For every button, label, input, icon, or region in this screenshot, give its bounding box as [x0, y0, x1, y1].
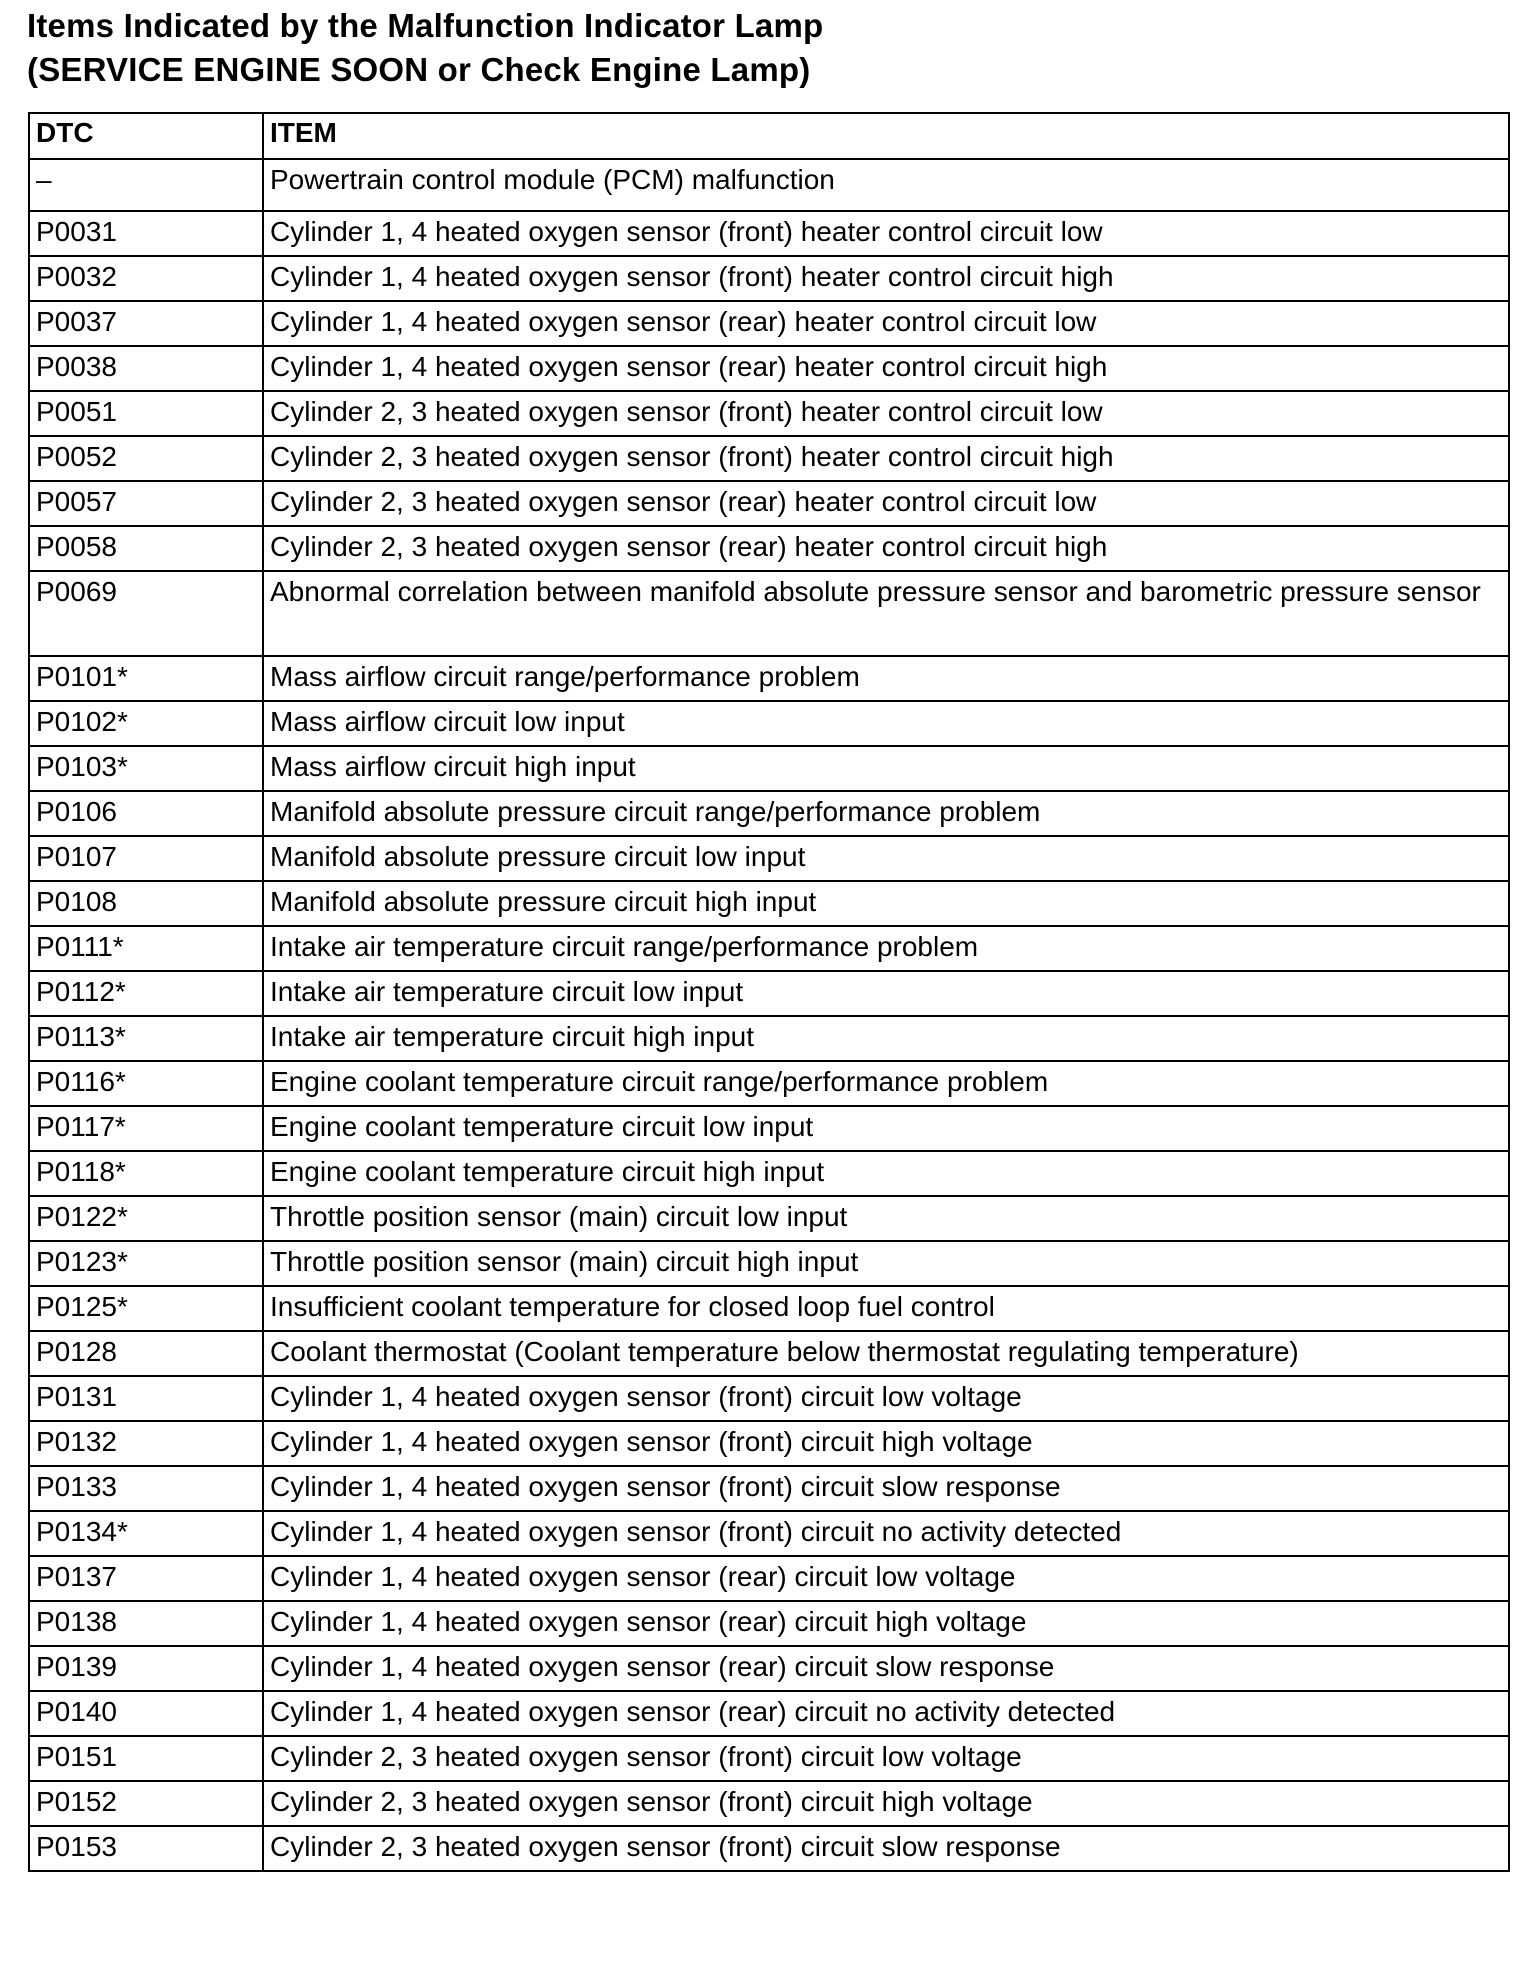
table-row — [29, 1826, 1509, 1871]
dtc-cell: P0107 — [29, 836, 263, 881]
item-cell: Cylinder 2, 3 heated oxygen sensor (front) circuit high voltage — [263, 1781, 1509, 1826]
item-cell: Engine coolant temperature circuit low input — [263, 1106, 1509, 1151]
table-row — [29, 1286, 1509, 1331]
item-cell: Cylinder 2, 3 heated oxygen sensor (front) circuit slow response — [263, 1826, 1509, 1871]
dtc-cell: P0103* — [29, 746, 263, 791]
dtc-cell: P0101* — [29, 656, 263, 701]
dtc-cell: P0118* — [29, 1151, 263, 1196]
table-row — [29, 1196, 1509, 1241]
item-cell: Cylinder 1, 4 heated oxygen sensor (rear) circuit no activity detected — [263, 1691, 1509, 1736]
title-line-1: Items Indicated by the Malfunction Indicator Lamp — [27, 7, 824, 44]
dtc-cell: P0031 — [29, 211, 263, 256]
dtc-cell: P0058 — [29, 526, 263, 571]
table-row — [29, 1466, 1509, 1511]
item-cell: Cylinder 2, 3 heated oxygen sensor (front) heater control circuit low — [263, 391, 1509, 436]
table-row — [29, 791, 1509, 836]
item-cell: Intake air temperature circuit low input — [263, 971, 1509, 1016]
item-cell: Manifold absolute pressure circuit high input — [263, 881, 1509, 926]
table-row — [29, 346, 1509, 391]
item-cell: Engine coolant temperature circuit range/performance problem — [263, 1061, 1509, 1106]
dtc-cell: P0038 — [29, 346, 263, 391]
title-line-2: (SERVICE ENGINE SOON or Check Engine Lamp) — [27, 51, 811, 88]
dtc-cell: P0138 — [29, 1601, 263, 1646]
table-row — [29, 1556, 1509, 1601]
dtc-cell: P0133 — [29, 1466, 263, 1511]
item-cell: Cylinder 1, 4 heated oxygen sensor (rear) heater control circuit low — [263, 301, 1509, 346]
table-row — [29, 1646, 1509, 1691]
dtc-cell: P0102* — [29, 701, 263, 746]
dtc-table — [28, 112, 1510, 1872]
item-cell: Insufficient coolant temperature for closed loop fuel control — [263, 1286, 1509, 1331]
item-cell: Mass airflow circuit range/performance problem — [263, 656, 1509, 701]
item-cell: Cylinder 2, 3 heated oxygen sensor (rear) heater control circuit low — [263, 481, 1509, 526]
dtc-cell: P0139 — [29, 1646, 263, 1691]
table-row — [29, 1781, 1509, 1826]
dtc-cell: P0116* — [29, 1061, 263, 1106]
item-cell: Cylinder 1, 4 heated oxygen sensor (rear) circuit high voltage — [263, 1601, 1509, 1646]
item-cell: Powertrain control module (PCM) malfunction — [263, 159, 1509, 211]
item-cell: Cylinder 1, 4 heated oxygen sensor (front) circuit no activity detected — [263, 1511, 1509, 1556]
table-row — [29, 1061, 1509, 1106]
item-cell: Cylinder 1, 4 heated oxygen sensor (front) heater control circuit high — [263, 256, 1509, 301]
item-cell: Manifold absolute pressure circuit range/performance problem — [263, 791, 1509, 836]
item-cell: Cylinder 1, 4 heated oxygen sensor (front) circuit high voltage — [263, 1421, 1509, 1466]
item-cell: Cylinder 1, 4 heated oxygen sensor (rear) heater control circuit high — [263, 346, 1509, 391]
item-cell: Throttle position sensor (main) circuit low input — [263, 1196, 1509, 1241]
table-row — [29, 701, 1509, 746]
dtc-cell: P0123* — [29, 1241, 263, 1286]
item-cell: Cylinder 2, 3 heated oxygen sensor (front) circuit low voltage — [263, 1736, 1509, 1781]
item-cell: Cylinder 1, 4 heated oxygen sensor (front) circuit low voltage — [263, 1376, 1509, 1421]
table-row — [29, 391, 1509, 436]
table-row — [29, 211, 1509, 256]
table-row — [29, 656, 1509, 701]
dtc-cell: P0052 — [29, 436, 263, 481]
item-cell: Cylinder 1, 4 heated oxygen sensor (front) heater control circuit low — [263, 211, 1509, 256]
table-row — [29, 1736, 1509, 1781]
dtc-cell: P0122* — [29, 1196, 263, 1241]
item-cell: Mass airflow circuit low input — [263, 701, 1509, 746]
dtc-cell: P0106 — [29, 791, 263, 836]
table-row — [29, 526, 1509, 571]
item-cell: Mass airflow circuit high input — [263, 746, 1509, 791]
table-row — [29, 1106, 1509, 1151]
item-cell: Cylinder 2, 3 heated oxygen sensor (rear) heater control circuit high — [263, 526, 1509, 571]
dtc-cell: P0153 — [29, 1826, 263, 1871]
dtc-cell: P0108 — [29, 881, 263, 926]
table-header-row — [29, 113, 1509, 159]
table-row — [29, 1016, 1509, 1061]
item-column-header: ITEM — [263, 113, 1509, 159]
item-cell: Cylinder 1, 4 heated oxygen sensor (rear) circuit low voltage — [263, 1556, 1509, 1601]
dtc-cell: P0051 — [29, 391, 263, 436]
dtc-cell: P0111* — [29, 926, 263, 971]
item-cell: Intake air temperature circuit range/performance problem — [263, 926, 1509, 971]
table-row — [29, 1511, 1509, 1556]
item-cell: Manifold absolute pressure circuit low input — [263, 836, 1509, 881]
item-cell: Cylinder 2, 3 heated oxygen sensor (front) heater control circuit high — [263, 436, 1509, 481]
table-row — [29, 301, 1509, 346]
dtc-column-header: DTC — [29, 113, 263, 159]
table-row — [29, 836, 1509, 881]
page-title — [27, 4, 823, 92]
dtc-cell: P0112* — [29, 971, 263, 1016]
dtc-cell: P0037 — [29, 301, 263, 346]
table-row — [29, 256, 1509, 301]
dtc-cell: P0132 — [29, 1421, 263, 1466]
dtc-cell: P0125* — [29, 1286, 263, 1331]
dtc-cell: P0134* — [29, 1511, 263, 1556]
table-row — [29, 1241, 1509, 1286]
dtc-cell: P0137 — [29, 1556, 263, 1601]
table-row — [29, 1151, 1509, 1196]
table-row — [29, 1376, 1509, 1421]
dtc-cell: P0057 — [29, 481, 263, 526]
table-row — [29, 1601, 1509, 1646]
table-row — [29, 436, 1509, 481]
dtc-cell: P0069 — [29, 571, 263, 656]
item-cell: Intake air temperature circuit high input — [263, 1016, 1509, 1061]
dtc-cell: P0032 — [29, 256, 263, 301]
dtc-cell: – — [29, 159, 263, 211]
item-cell: Cylinder 1, 4 heated oxygen sensor (rear) circuit slow response — [263, 1646, 1509, 1691]
item-cell: Engine coolant temperature circuit high input — [263, 1151, 1509, 1196]
item-cell: Cylinder 1, 4 heated oxygen sensor (front) circuit slow response — [263, 1466, 1509, 1511]
item-cell: Coolant thermostat (Coolant temperature below thermostat regulating temperature) — [263, 1331, 1509, 1376]
table-row — [29, 926, 1509, 971]
table-row — [29, 746, 1509, 791]
table-row — [29, 1691, 1509, 1736]
table-row — [29, 1421, 1509, 1466]
dtc-cell: P0152 — [29, 1781, 263, 1826]
table-row — [29, 481, 1509, 526]
item-cell: Throttle position sensor (main) circuit high input — [263, 1241, 1509, 1286]
table-row — [29, 881, 1509, 926]
dtc-cell: P0131 — [29, 1376, 263, 1421]
dtc-cell: P0151 — [29, 1736, 263, 1781]
table-row — [29, 971, 1509, 1016]
table-row — [29, 571, 1509, 656]
dtc-cell: P0128 — [29, 1331, 263, 1376]
table-row — [29, 159, 1509, 211]
item-cell: Abnormal correlation between manifold absolute pressure sensor and barometric pressure sensor — [263, 571, 1509, 656]
dtc-cell: P0140 — [29, 1691, 263, 1736]
table-row — [29, 1331, 1509, 1376]
dtc-cell: P0113* — [29, 1016, 263, 1061]
dtc-cell: P0117* — [29, 1106, 263, 1151]
